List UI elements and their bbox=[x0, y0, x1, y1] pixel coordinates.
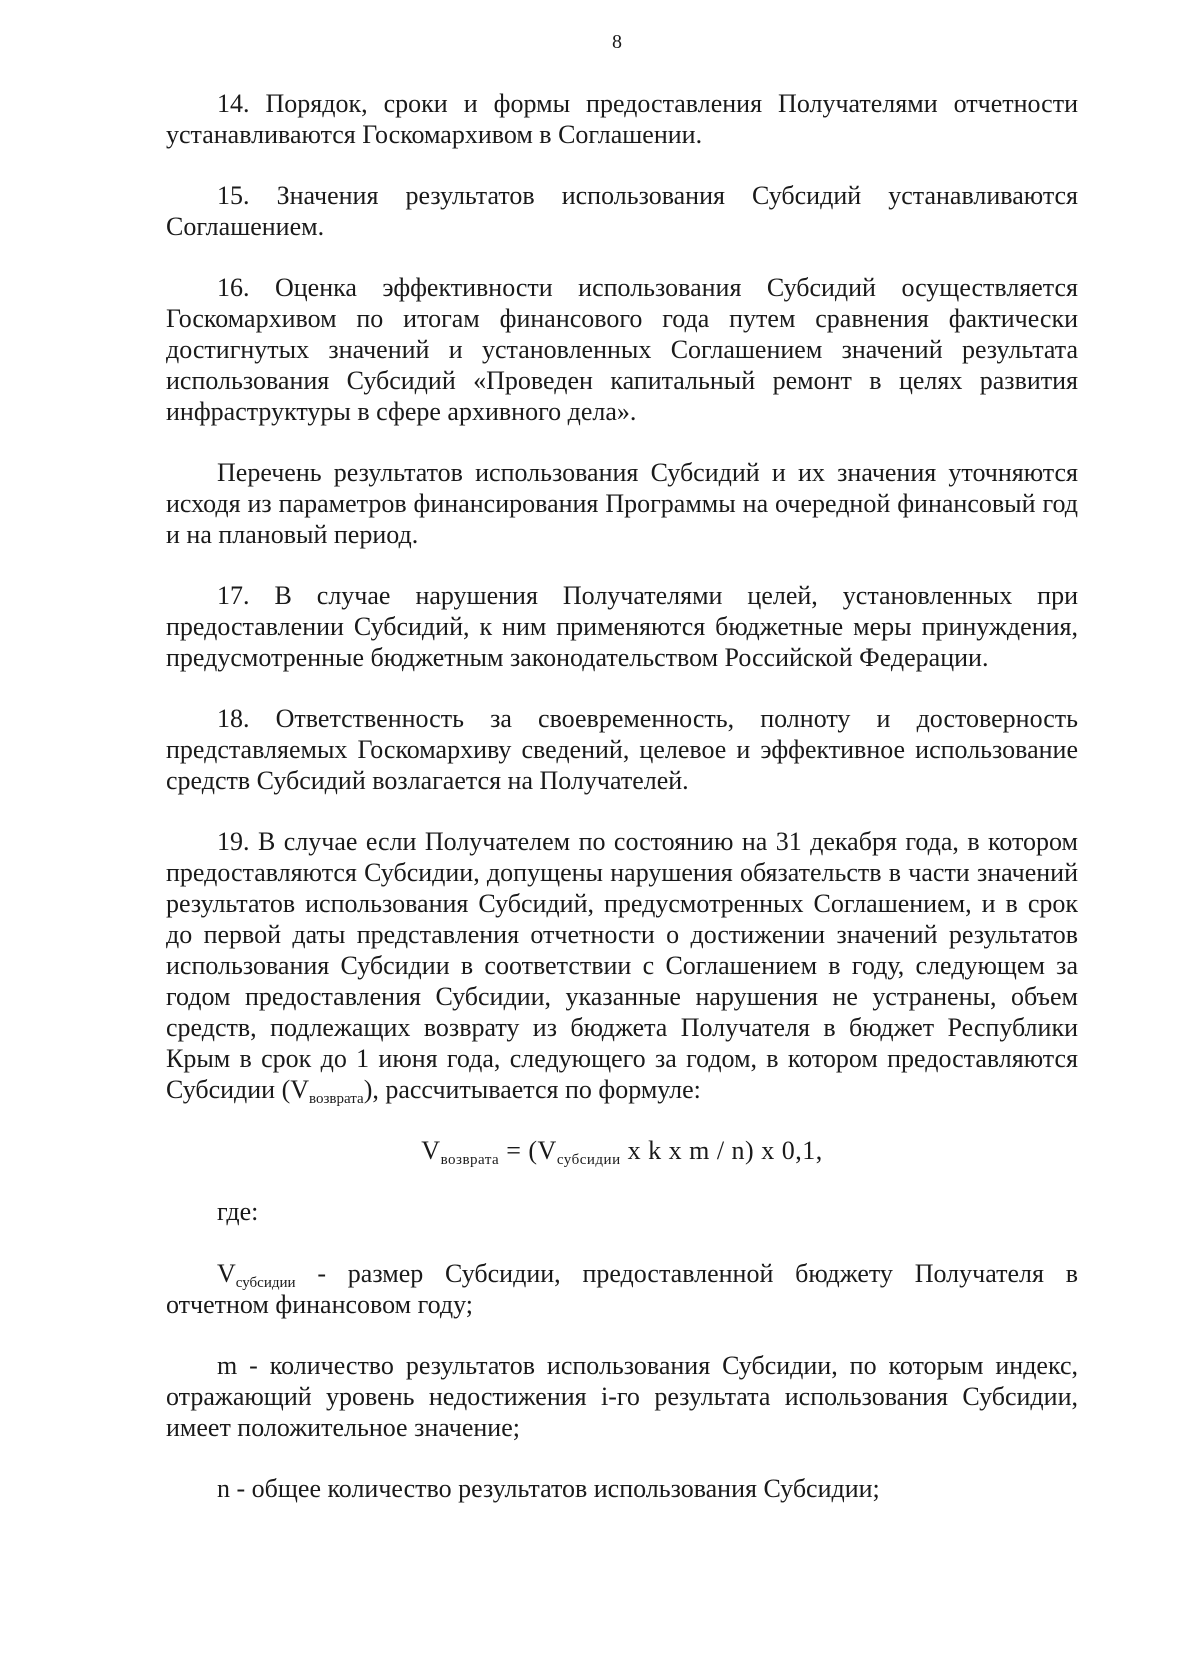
document-body bbox=[166, 88, 1078, 1534]
paragraph-19-v: V bbox=[290, 1075, 310, 1104]
definition-vsubsidii bbox=[166, 1258, 1078, 1320]
definition-vsubsidii-sub: субсидии bbox=[235, 1275, 296, 1291]
paragraph-16: 16. Оценка эффективности использования Субсидий осуществляется Госкомархивом по итогам финансового года путем сравнения фактически достигнутых значений и установленных Соглашением значений результата использования Субсидий «Проведен капитальный ремонт в целях развития инфраструктуры в сфере архивного дела». bbox=[166, 273, 1078, 426]
paragraph-15: 15. Значения результатов использования Субсидий устанавливаются Соглашением. bbox=[166, 181, 1078, 241]
formula-eq: = (V bbox=[499, 1136, 557, 1165]
where-label: где: bbox=[217, 1197, 259, 1226]
paragraph-19-subscript: возврата bbox=[309, 1091, 364, 1107]
definition-n: n - общее количество результатов использования Субсидии; bbox=[217, 1474, 880, 1503]
paragraph-19 bbox=[166, 826, 1078, 1105]
page-number: 8 bbox=[612, 31, 622, 53]
formula-rest: x k x m / n) x 0,1, bbox=[620, 1136, 823, 1165]
paragraph-16-list: Перечень результатов использования Субсидий и их значения уточняются исходя из параметров финансирования Программы на очередной финансовый год и на плановый период. bbox=[166, 458, 1078, 549]
definition-vsubsidii-text: - размер Субсидии, предоставленной бюджету Получателя в отчетном финансовом году; bbox=[166, 1259, 1078, 1319]
definition-m: m - количество результатов использования Субсидии, по которым индекс, отражающий уровень недостижения i-го результата использования Субсидии, имеет положительное значение; bbox=[166, 1351, 1078, 1442]
formula bbox=[166, 1135, 1078, 1166]
formula-sub-subsidii: субсидии bbox=[556, 1152, 621, 1168]
definition-vsubsidii-v: V bbox=[217, 1259, 236, 1288]
paragraph-19-tail: ), рассчитывается по формуле: bbox=[363, 1075, 701, 1104]
paragraph-14: 14. Порядок, сроки и формы предоставления Получателями отчетности устанавливаются Госкомархивом в Соглашении. bbox=[166, 89, 1078, 149]
formula-v: V bbox=[421, 1136, 441, 1165]
formula-sub-vozvrata: возврата bbox=[440, 1152, 500, 1168]
paragraph-17: 17. В случае нарушения Получателями целей, установленных при предоставлении Субсидий, к ним применяются бюджетные меры принуждения, предусмотренные бюджетным законодательством Российской Федерации. bbox=[166, 581, 1078, 672]
paragraph-19-text: 19. В случае если Получателем по состоянию на 31 декабря года, в котором предоставляются Субсидии, допущены нарушения обязательств в части значений результатов использования Субсидий, предусмотренных Соглашением, и в срок до первой даты представления отчетности о достижении значений результатов использования Субсидии в соответствии с Соглашением в году, следующем за годом предоставления Субсидии, указанные нарушения не устранены, объем средств, подлежащих возврату из бюджета Получателя в бюджет Республики Крым в срок до 1 июня года, следующего за годом, в котором предоставляются Субсидии ( bbox=[166, 827, 1078, 1104]
paragraph-18: 18. Ответственность за своевременность, полноту и достоверность представляемых Госкомархиву сведений, целевое и эффективное использование средств Субсидий возлагается на Получателей. bbox=[166, 704, 1078, 795]
